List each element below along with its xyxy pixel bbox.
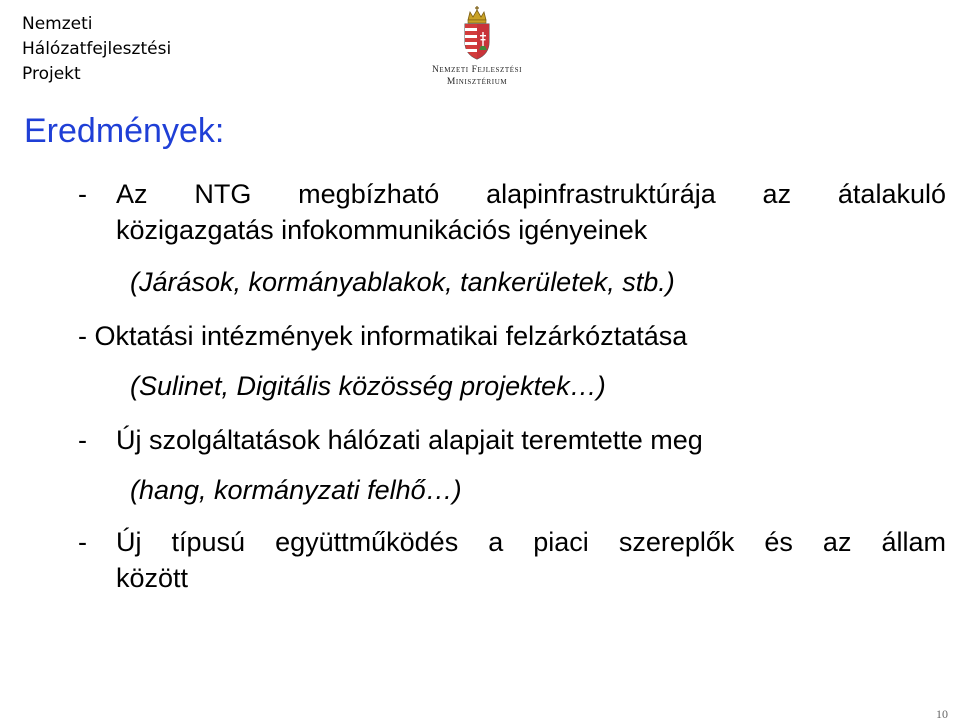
bullet-item xyxy=(78,524,946,596)
project-title-line: Projekt xyxy=(22,64,81,84)
project-title-line: Hálózatfejlesztési xyxy=(22,39,172,59)
bullet-subnote: (Járások, kormányablakok, tankerületek, stb.) xyxy=(130,267,675,297)
project-title-line: Nemzeti xyxy=(22,14,93,34)
bullet-dash: - xyxy=(78,425,87,455)
ministry-name-line: Minisztérium xyxy=(446,77,508,87)
bullet-item xyxy=(78,176,946,248)
bullet-text: Új szolgáltatások hálózati alapjait teremtette meg xyxy=(116,425,703,455)
coat-of-arms-icon xyxy=(460,6,494,60)
bullet-text: Az NTG megbízható alapinfrastruktúrája az átalakuló xyxy=(116,179,946,209)
page-number: 10 xyxy=(936,707,948,721)
ministry-name xyxy=(410,64,544,88)
bullet-dash: - xyxy=(78,179,87,209)
ministry-logo xyxy=(410,6,544,88)
bullet-subnote: (Sulinet, Digitális közösség projektek…) xyxy=(130,371,606,401)
bullet-subnote: (hang, kormányzati felhő…) xyxy=(130,475,462,505)
project-title xyxy=(22,12,171,87)
bullet-text: Új típusú együttműködés a piaci szereplők és az állam xyxy=(116,527,946,557)
bullet-item xyxy=(78,422,703,458)
ministry-name-line: Nemzeti Fejlesztési xyxy=(431,65,523,75)
bullet-item: - Oktatási intézmények informatikai felzárkóztatása xyxy=(78,321,688,351)
slide-heading: Eredmények: xyxy=(24,112,225,150)
bullet-text-continued: között xyxy=(116,563,189,593)
bullet-dash: - xyxy=(78,527,87,557)
bullet-text-continued: közigazgatás infokommunikációs igényeinek xyxy=(116,215,648,245)
